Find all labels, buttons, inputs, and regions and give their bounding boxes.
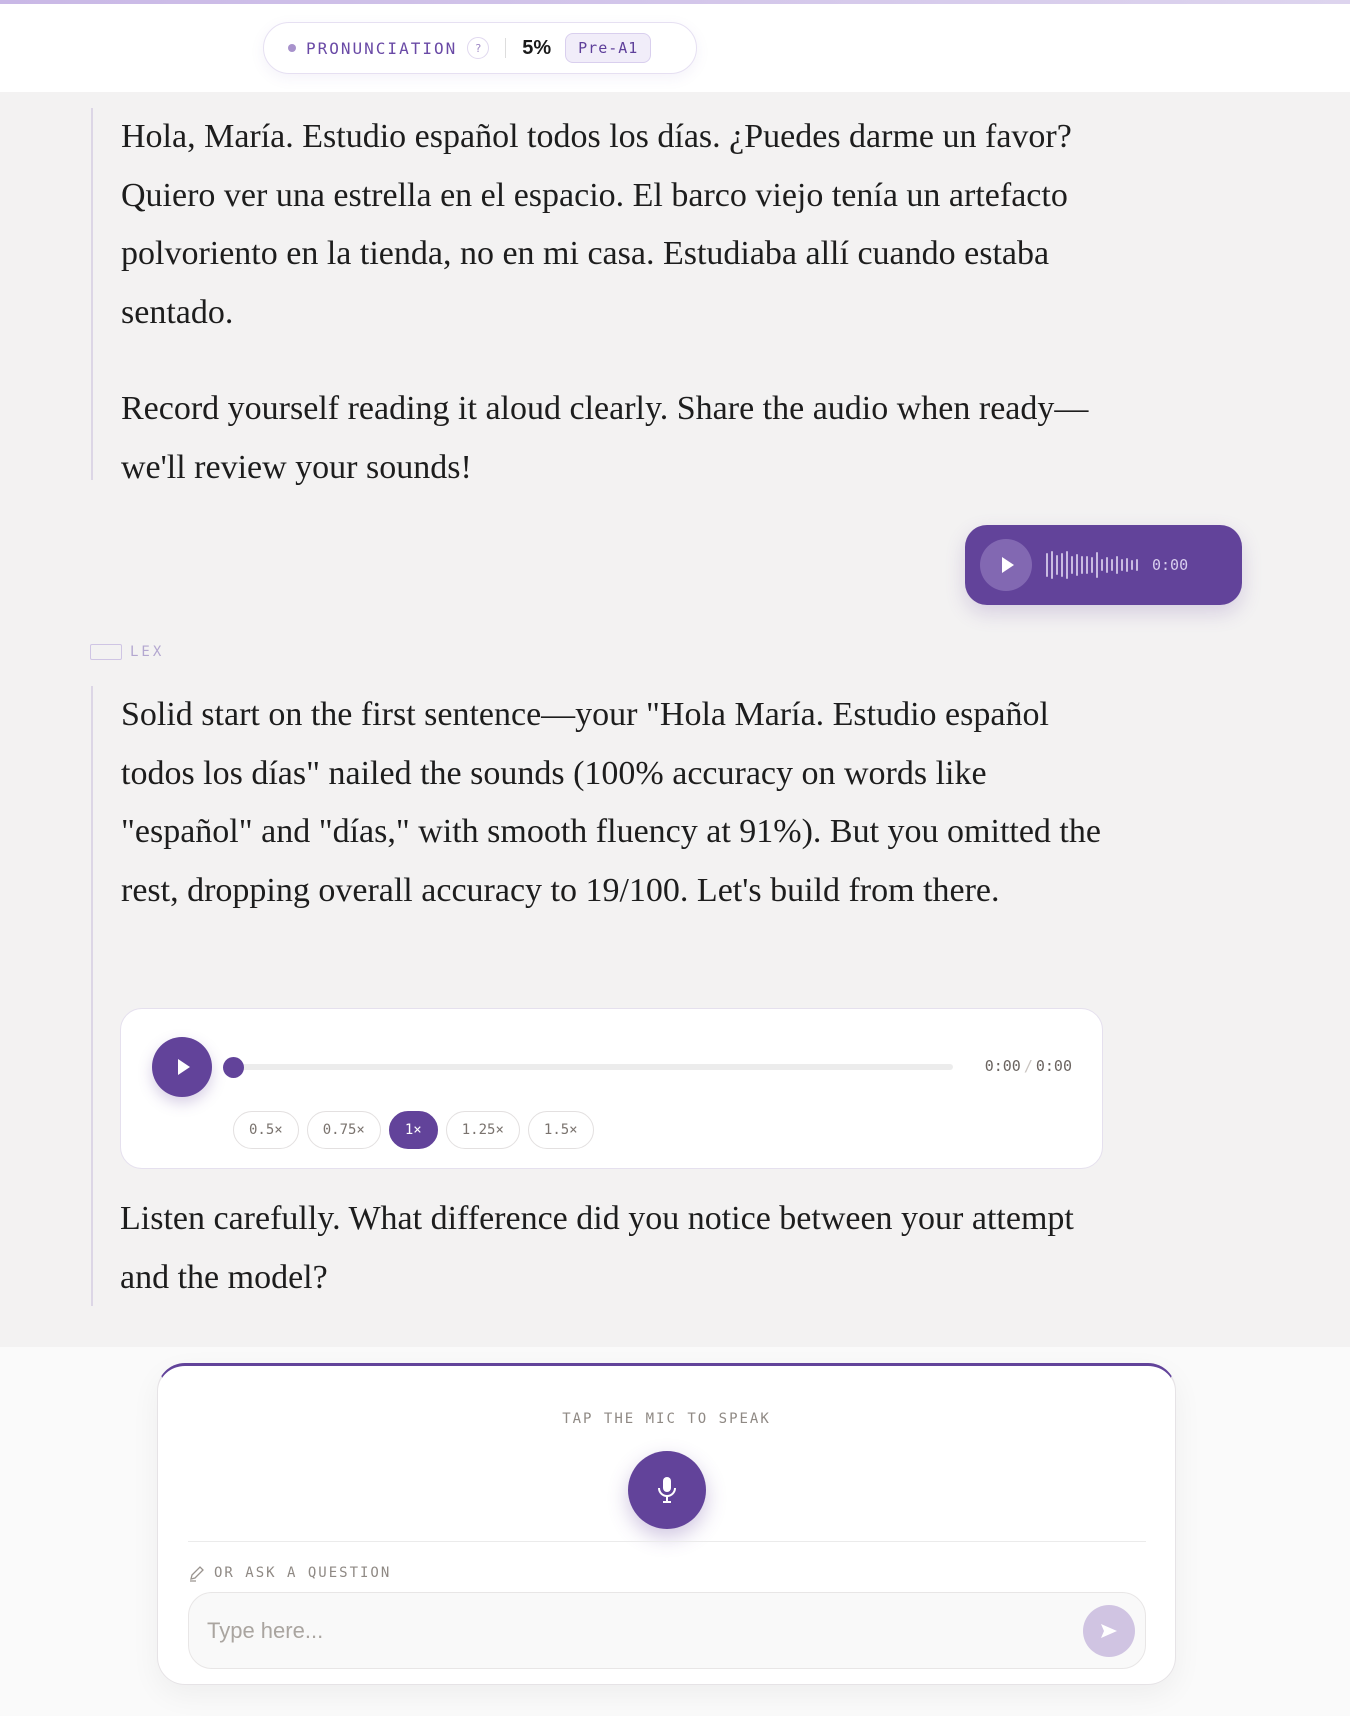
tap-mic-label: TAP THE MIC TO SPEAK [562,1411,771,1427]
author-name: LEX [130,644,165,660]
composer-card [157,1363,1176,1685]
model-audio-player [120,1008,1103,1169]
waveform-bar [1091,557,1093,573]
time-separator: / [1023,1057,1033,1075]
play-button[interactable] [152,1037,212,1097]
pencil-icon [188,1564,206,1582]
skill-pill [263,22,697,74]
waveform [1046,550,1138,580]
send-icon [1099,1621,1119,1641]
help-icon[interactable]: ? [467,37,489,59]
waveform-bar [1061,553,1063,577]
author-label [90,644,164,660]
feedback-text: Solid start on the first sentence—your "Hola María. Estudio español todos los días" nailed the sounds (100% accuracy on words like "español" and "días," with smooth fluency at 91%). But you omitted the rest, dropping overall accuracy to 19/100. Let's build from there. [121,696,1101,909]
skill-label: PRONUNCIATION [306,38,458,58]
question-input[interactable] [188,1592,1146,1669]
instruction-text: Record yourself reading it aloud clearly. Share the audio when ready—we'll review your sounds! [121,390,1089,486]
microphone-icon [656,1475,678,1505]
waveform-bar [1066,551,1068,579]
mic-button[interactable] [628,1451,706,1529]
ask-label-text: OR ASK A QUESTION [214,1565,392,1581]
play-icon [178,1059,190,1075]
waveform-bar [1046,553,1048,577]
speed-0.5[interactable]: 0.5× [233,1111,299,1149]
seek-bar[interactable] [233,1064,953,1070]
speed-0.75[interactable]: 0.75× [307,1111,381,1149]
speed-1.25[interactable]: 1.25× [446,1111,520,1149]
waveform-bar [1056,555,1058,575]
waveform-bar [1111,559,1113,571]
send-button[interactable] [1083,1605,1135,1657]
waveform-bar [1121,559,1123,571]
play-icon [1002,557,1014,573]
waveform-bar [1116,556,1118,574]
waveform-bar [1071,556,1073,574]
divider [188,1541,1146,1542]
seek-handle[interactable] [223,1057,244,1078]
lex-avatar-icon [90,644,122,660]
reading-passage: Hola, María. Estudio español todos los días. ¿Puedes darme un favor? Quiero ver una estrella en el espacio. El barco viejo tenía un artefacto polvoriento en la tienda, no en mi casa. Estudiaba allí cuando estaba sentado. [121,118,1072,331]
waveform-bar [1051,551,1053,579]
progress-percent: 5% [522,36,552,59]
waveform-bar [1096,552,1098,578]
input-placeholder: Type here... [207,1617,324,1643]
waveform-bar [1076,554,1078,576]
time-readout [985,1057,1072,1075]
divider [505,38,506,58]
waveform-bar [1081,556,1083,574]
waveform-bar [1136,559,1138,571]
waveform-bar [1086,556,1088,574]
speed-1[interactable]: 1× [389,1111,438,1149]
total-time: 0:00 [1035,1057,1072,1075]
status-dot [288,44,296,52]
waveform-bar [1101,559,1103,571]
tutor-message [91,108,1131,486]
user-audio-message [965,525,1242,605]
follow-up-message [91,1190,1131,1307]
current-time: 0:00 [984,1057,1021,1075]
waveform-bar [1106,557,1108,573]
follow-up-text: Listen carefully. What difference did you notice between your attempt and the model? [120,1200,1074,1296]
waveform-bar [1126,558,1128,572]
header [0,4,1350,92]
ask-label [188,1564,391,1582]
level-badge: Pre-A1 [565,33,651,63]
play-button[interactable] [980,539,1032,591]
waveform-bar [1131,560,1133,570]
speed-1.5[interactable]: 1.5× [528,1111,594,1149]
audio-duration: 0:00 [1152,556,1189,574]
speed-options [233,1111,594,1149]
